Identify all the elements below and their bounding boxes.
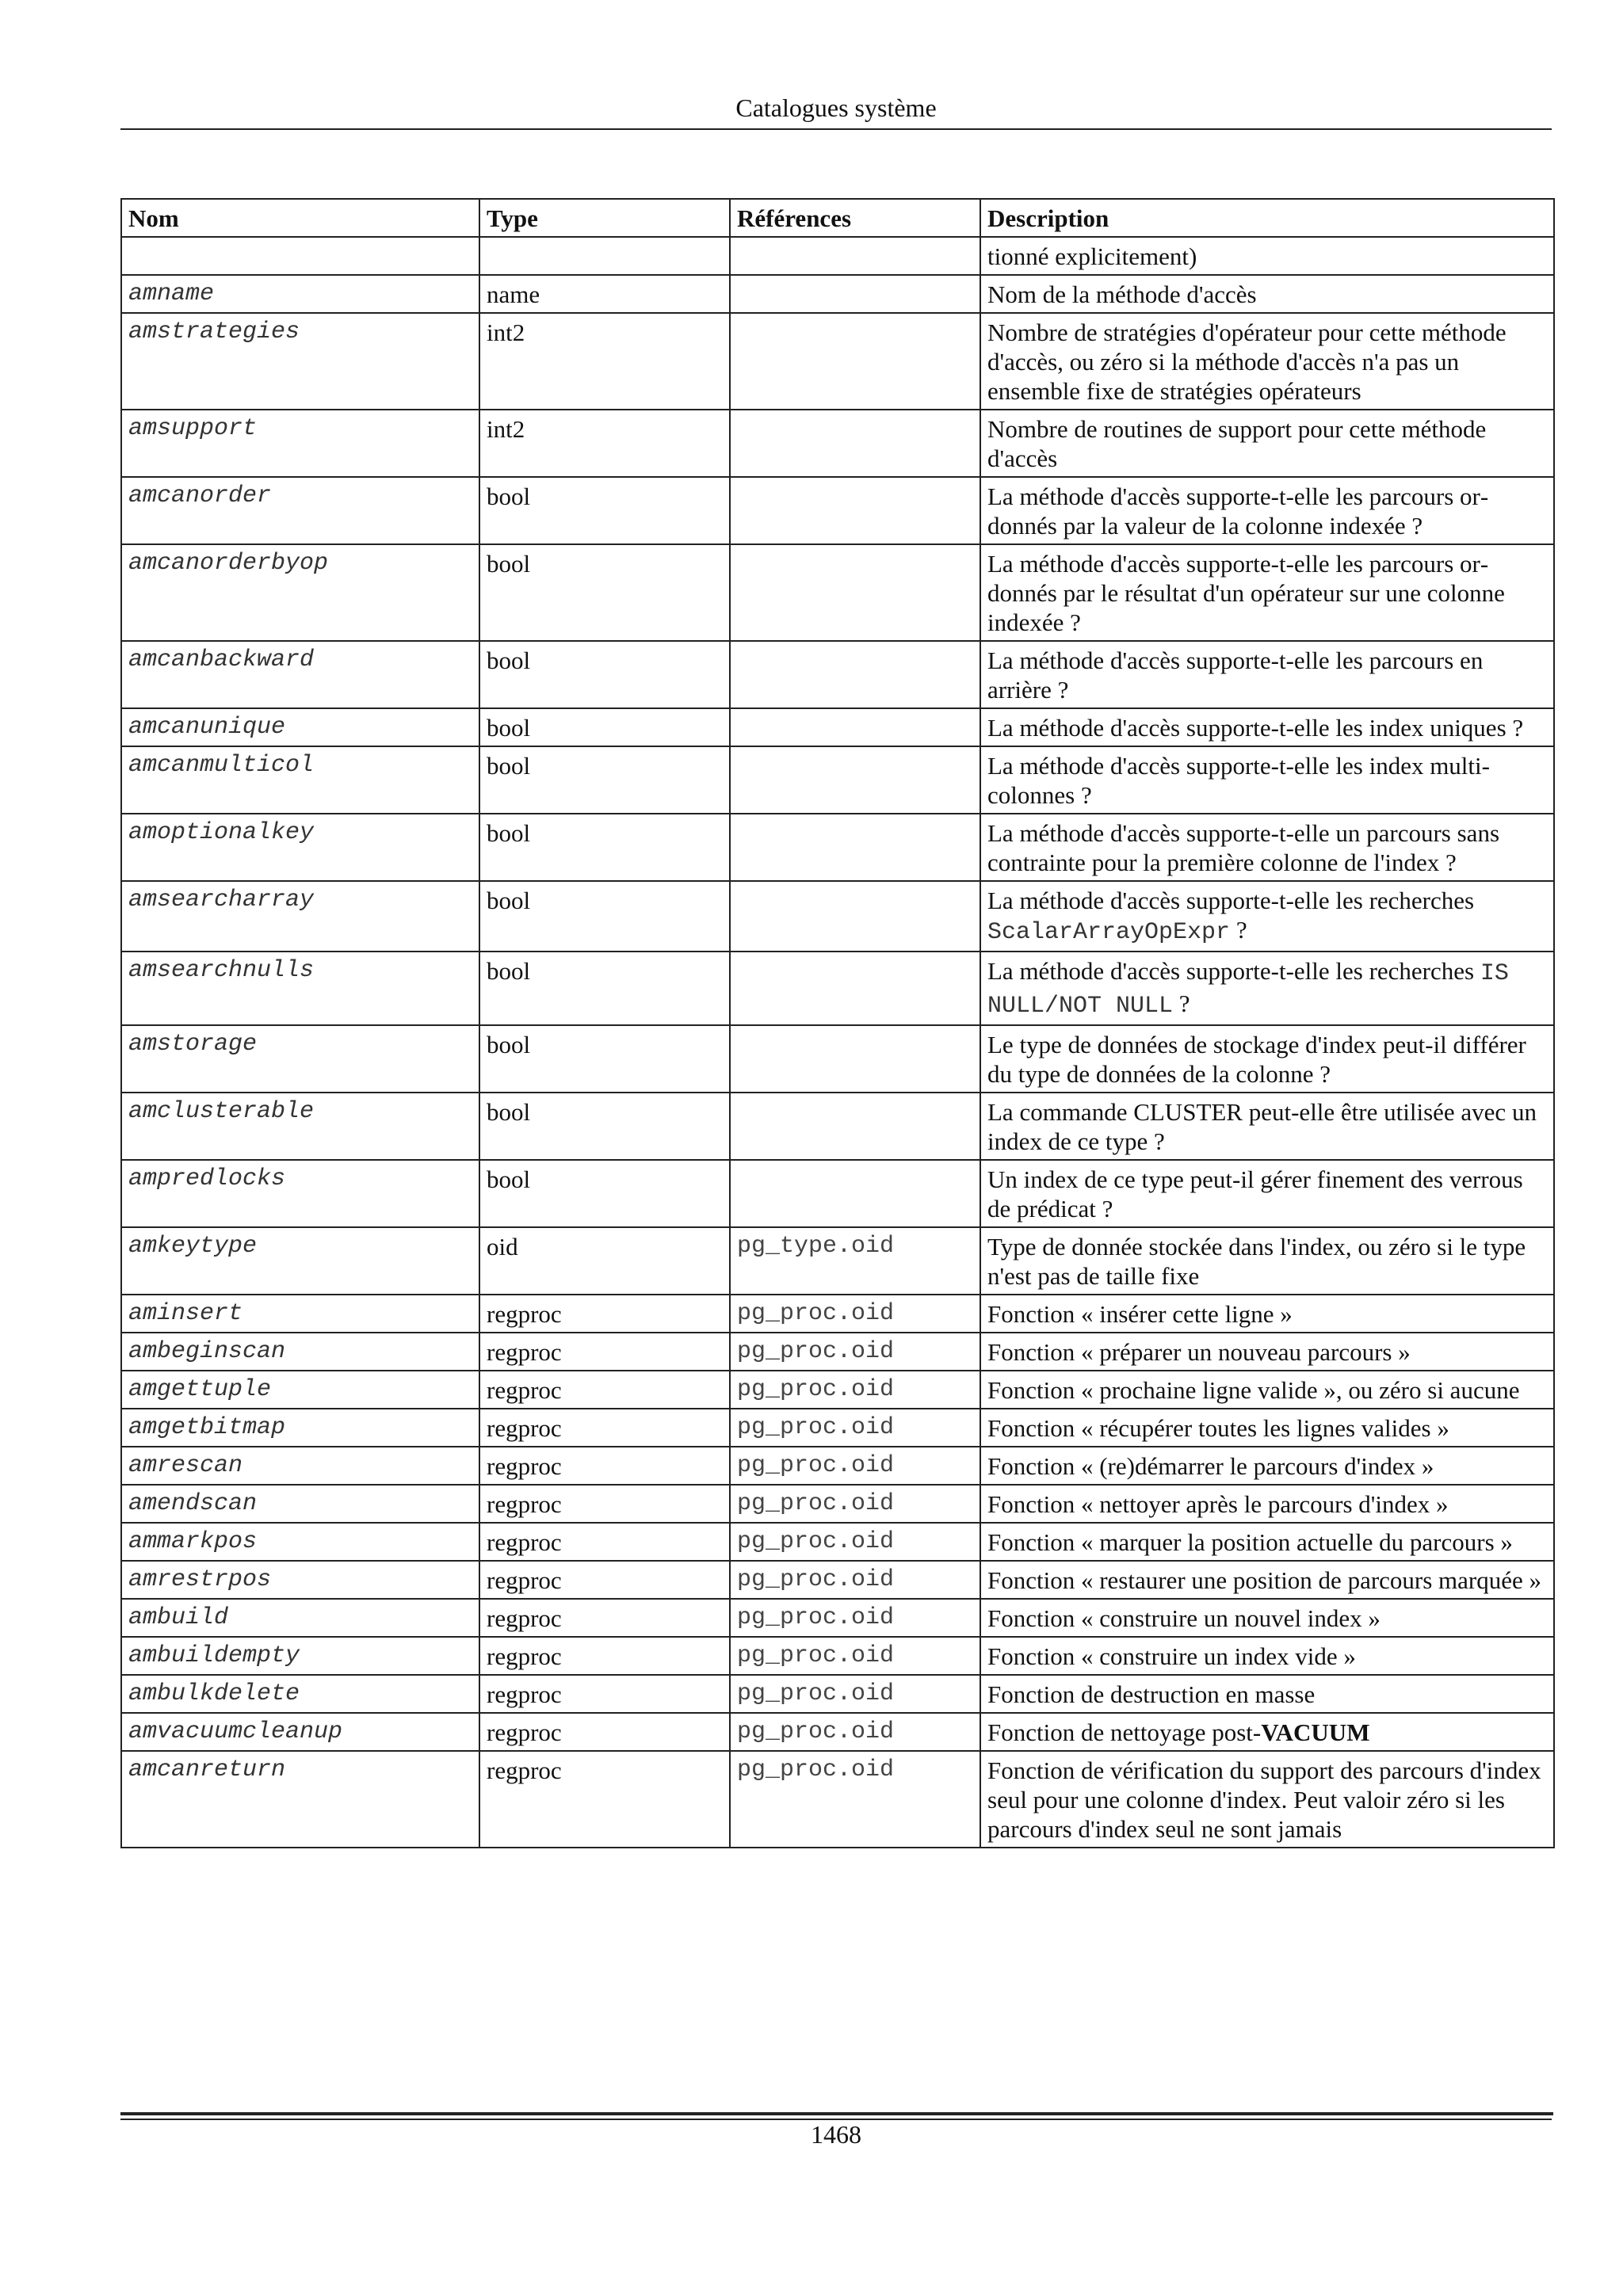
header-rule bbox=[120, 128, 1552, 130]
description-cell bbox=[980, 1637, 1554, 1675]
table-row bbox=[121, 477, 1554, 544]
table-row bbox=[121, 746, 1554, 814]
type-cell: bool bbox=[479, 952, 730, 1025]
table-row bbox=[121, 237, 1554, 275]
table-header-row bbox=[121, 199, 1554, 237]
reference-cell bbox=[730, 708, 980, 746]
type-cell: bool bbox=[479, 1093, 730, 1160]
description-segment: VACUUM bbox=[1261, 1718, 1370, 1746]
type-cell: regproc bbox=[479, 1675, 730, 1713]
description-cell bbox=[980, 275, 1554, 313]
catalog-table bbox=[120, 198, 1555, 1848]
reference-cell: pg_proc.oid bbox=[730, 1675, 980, 1713]
table-row bbox=[121, 1333, 1554, 1371]
description-segment: Fonction « marquer la position actuelle du parcours » bbox=[987, 1528, 1513, 1556]
column-name-cell: amoptionalkey bbox=[121, 814, 479, 881]
description-cell bbox=[980, 1599, 1554, 1637]
description-segment: La méthode d'accès supporte-t-elle les index multicolonnes ? bbox=[987, 752, 1490, 809]
column-name-cell bbox=[121, 237, 479, 275]
type-cell: bool bbox=[479, 641, 730, 708]
column-header-type: Type bbox=[479, 199, 730, 237]
table-row bbox=[121, 1160, 1554, 1227]
description-segment: La méthode d'accès supporte-t-elle les parcours ordonnés par la valeur de la colonne indexée ? bbox=[987, 482, 1489, 540]
description-segment: Un index de ce type peut-il gérer finement des verrous de prédicat ? bbox=[987, 1165, 1523, 1222]
description-cell bbox=[980, 1160, 1554, 1227]
description-cell bbox=[980, 881, 1554, 952]
description-cell bbox=[980, 1409, 1554, 1447]
description-segment: La méthode d'accès supporte-t-elle les parcours ordonnés par le résultat d'un opérateur sur une colonne indexée ? bbox=[987, 550, 1505, 636]
table-row bbox=[121, 1485, 1554, 1523]
column-name-cell: amstrategies bbox=[121, 313, 479, 410]
table-row bbox=[121, 313, 1554, 410]
reference-cell: pg_proc.oid bbox=[730, 1599, 980, 1637]
table-row bbox=[121, 1561, 1554, 1599]
description-cell bbox=[980, 1485, 1554, 1523]
description-segment: ? bbox=[1173, 990, 1190, 1017]
table-row bbox=[121, 708, 1554, 746]
table-body bbox=[121, 237, 1554, 1848]
column-name-cell: amcanreturn bbox=[121, 1751, 479, 1848]
description-cell bbox=[980, 746, 1554, 814]
description-segment: Fonction de destruction en masse bbox=[987, 1680, 1316, 1708]
description-cell bbox=[980, 410, 1554, 477]
description-segment: La méthode d'accès supporte-t-elle les index uniques ? bbox=[987, 714, 1524, 742]
type-cell: int2 bbox=[479, 313, 730, 410]
description-segment: Fonction « (re)démarrer le parcours d'index » bbox=[987, 1452, 1434, 1480]
column-name-cell: amclusterable bbox=[121, 1093, 479, 1160]
reference-cell bbox=[730, 1093, 980, 1160]
reference-cell: pg_proc.oid bbox=[730, 1485, 980, 1523]
type-cell: regproc bbox=[479, 1713, 730, 1751]
description-cell bbox=[980, 1295, 1554, 1333]
column-name-cell: ammarkpos bbox=[121, 1523, 479, 1561]
type-cell: regproc bbox=[479, 1409, 730, 1447]
type-cell: oid bbox=[479, 1227, 730, 1295]
description-segment: ScalarArrayOpExpr bbox=[987, 919, 1231, 946]
description-cell bbox=[980, 1561, 1554, 1599]
description-segment: La méthode d'accès supporte-t-elle les recherches bbox=[987, 957, 1480, 985]
description-cell bbox=[980, 1713, 1554, 1751]
description-cell bbox=[980, 1447, 1554, 1485]
type-cell: regproc bbox=[479, 1561, 730, 1599]
table-row bbox=[121, 1093, 1554, 1160]
reference-cell: pg_proc.oid bbox=[730, 1523, 980, 1561]
column-name-cell: amcanunique bbox=[121, 708, 479, 746]
table-row bbox=[121, 952, 1554, 1025]
table-row bbox=[121, 1637, 1554, 1675]
description-segment: Fonction « construire un index vide » bbox=[987, 1642, 1356, 1670]
type-cell: bool bbox=[479, 814, 730, 881]
reference-cell: pg_proc.oid bbox=[730, 1751, 980, 1848]
type-cell: regproc bbox=[479, 1751, 730, 1848]
reference-cell bbox=[730, 410, 980, 477]
column-name-cell: aminsert bbox=[121, 1295, 479, 1333]
reference-cell bbox=[730, 952, 980, 1025]
column-name-cell: amendscan bbox=[121, 1485, 479, 1523]
type-cell: bool bbox=[479, 746, 730, 814]
reference-cell bbox=[730, 1160, 980, 1227]
description-segment: Fonction « nettoyer après le parcours d'index » bbox=[987, 1490, 1449, 1518]
reference-cell bbox=[730, 313, 980, 410]
table-row bbox=[121, 1227, 1554, 1295]
description-cell bbox=[980, 1675, 1554, 1713]
column-header-nom: Nom bbox=[121, 199, 479, 237]
table-row bbox=[121, 1675, 1554, 1713]
description-segment: Nombre de stratégies d'opérateur pour cette méthode d'accès, ou zéro si la méthode d'accès n'a pas un ensemble fixe de stratégies opérateurs bbox=[987, 318, 1507, 405]
type-cell: regproc bbox=[479, 1523, 730, 1561]
description-segment: Fonction de nettoyage post- bbox=[987, 1718, 1262, 1746]
type-cell: bool bbox=[479, 881, 730, 952]
description-cell bbox=[980, 1523, 1554, 1561]
description-segment: IS NULL/NOT NULL bbox=[987, 960, 1509, 1020]
type-cell: bool bbox=[479, 708, 730, 746]
type-cell: bool bbox=[479, 1025, 730, 1093]
table-row bbox=[121, 410, 1554, 477]
column-name-cell: amcanorderbyop bbox=[121, 544, 479, 641]
type-cell: bool bbox=[479, 477, 730, 544]
column-header-references: Références bbox=[730, 199, 980, 237]
table-row bbox=[121, 275, 1554, 313]
column-name-cell: amsearchnulls bbox=[121, 952, 479, 1025]
description-cell bbox=[980, 1371, 1554, 1409]
description-cell bbox=[980, 1093, 1554, 1160]
type-cell: regproc bbox=[479, 1637, 730, 1675]
description-segment: Fonction « préparer un nouveau parcours » bbox=[987, 1338, 1411, 1366]
type-cell bbox=[479, 237, 730, 275]
description-segment: Fonction « construire un nouvel index » bbox=[987, 1604, 1381, 1632]
table-row bbox=[121, 641, 1554, 708]
type-cell: regproc bbox=[479, 1485, 730, 1523]
column-name-cell: ambulkdelete bbox=[121, 1675, 479, 1713]
type-cell: regproc bbox=[479, 1447, 730, 1485]
description-cell bbox=[980, 952, 1554, 1025]
type-cell: regproc bbox=[479, 1371, 730, 1409]
reference-cell bbox=[730, 814, 980, 881]
type-cell: bool bbox=[479, 1160, 730, 1227]
description-cell bbox=[980, 1227, 1554, 1295]
table-row bbox=[121, 814, 1554, 881]
column-name-cell: ampredlocks bbox=[121, 1160, 479, 1227]
reference-cell: pg_proc.oid bbox=[730, 1713, 980, 1751]
type-cell: regproc bbox=[479, 1599, 730, 1637]
reference-cell bbox=[730, 881, 980, 952]
reference-cell: pg_proc.oid bbox=[730, 1295, 980, 1333]
description-segment: Type de donnée stockée dans l'index, ou zéro si le type n'est pas de taille fixe bbox=[987, 1233, 1526, 1290]
reference-cell: pg_proc.oid bbox=[730, 1561, 980, 1599]
description-cell bbox=[980, 237, 1554, 275]
description-segment: Nom de la méthode d'accès bbox=[987, 280, 1257, 308]
reference-cell: pg_type.oid bbox=[730, 1227, 980, 1295]
reference-cell: pg_proc.oid bbox=[730, 1637, 980, 1675]
reference-cell bbox=[730, 746, 980, 814]
description-segment: La méthode d'accès supporte-t-elle les parcours en arrière ? bbox=[987, 646, 1484, 704]
table-row bbox=[121, 1409, 1554, 1447]
description-cell bbox=[980, 1751, 1554, 1848]
column-header-description: Description bbox=[980, 199, 1554, 237]
description-segment: Fonction « insérer cette ligne » bbox=[987, 1300, 1293, 1328]
table-row bbox=[121, 1371, 1554, 1409]
description-cell bbox=[980, 708, 1554, 746]
description-cell bbox=[980, 477, 1554, 544]
table-row bbox=[121, 544, 1554, 641]
description-segment: Fonction de vérification du support des parcours d'index seul pour une colonne d'index. Peut valoir zéro si les parcours d'index seul ne sont jamais bbox=[987, 1756, 1541, 1843]
description-cell bbox=[980, 1333, 1554, 1371]
description-cell bbox=[980, 814, 1554, 881]
column-name-cell: ambuildempty bbox=[121, 1637, 479, 1675]
column-name-cell: amgettuple bbox=[121, 1371, 479, 1409]
reference-cell bbox=[730, 544, 980, 641]
table-row bbox=[121, 1599, 1554, 1637]
type-cell: regproc bbox=[479, 1295, 730, 1333]
description-segment: ? bbox=[1230, 916, 1247, 944]
type-cell: bool bbox=[479, 544, 730, 641]
table-row bbox=[121, 1713, 1554, 1751]
description-segment: La méthode d'accès supporte-t-elle les recherches bbox=[987, 887, 1475, 914]
running-header: Catalogues système bbox=[735, 93, 937, 122]
column-name-cell: ambuild bbox=[121, 1599, 479, 1637]
type-cell: int2 bbox=[479, 410, 730, 477]
table-row bbox=[121, 1447, 1554, 1485]
column-name-cell: amcanmulticol bbox=[121, 746, 479, 814]
column-name-cell: amcanbackward bbox=[121, 641, 479, 708]
reference-cell: pg_proc.oid bbox=[730, 1371, 980, 1409]
type-cell: name bbox=[479, 275, 730, 313]
description-cell bbox=[980, 641, 1554, 708]
table-row bbox=[121, 1295, 1554, 1333]
column-name-cell: amkeytype bbox=[121, 1227, 479, 1295]
column-name-cell: ambeginscan bbox=[121, 1333, 479, 1371]
description-segment: La méthode d'accès supporte-t-elle un parcours sans contrainte pour la première colonne de l'index ? bbox=[987, 819, 1500, 876]
reference-cell bbox=[730, 237, 980, 275]
column-name-cell: amcanorder bbox=[121, 477, 479, 544]
reference-cell bbox=[730, 275, 980, 313]
description-segment: Nombre de routines de support pour cette méthode d'accès bbox=[987, 415, 1487, 472]
column-name-cell: amgetbitmap bbox=[121, 1409, 479, 1447]
column-name-cell: amname bbox=[121, 275, 479, 313]
description-segment: Fonction « prochaine ligne valide », ou zéro si aucune bbox=[987, 1376, 1520, 1404]
description-cell bbox=[980, 1025, 1554, 1093]
column-name-cell: amstorage bbox=[121, 1025, 479, 1093]
column-name-cell: amvacuumcleanup bbox=[121, 1713, 479, 1751]
reference-cell: pg_proc.oid bbox=[730, 1409, 980, 1447]
reference-cell: pg_proc.oid bbox=[730, 1333, 980, 1371]
description-segment: La commande CLUSTER peut-elle être utilisée avec un index de ce type ? bbox=[987, 1098, 1537, 1155]
column-name-cell: amsupport bbox=[121, 410, 479, 477]
reference-cell: pg_proc.oid bbox=[730, 1447, 980, 1485]
table-bottom-rule bbox=[120, 2112, 1553, 2115]
description-segment: Fonction « restaurer une position de parcours marquée » bbox=[987, 1566, 1542, 1594]
table-row bbox=[121, 1523, 1554, 1561]
description-cell bbox=[980, 544, 1554, 641]
table-row bbox=[121, 1025, 1554, 1093]
table-row bbox=[121, 1751, 1554, 1848]
reference-cell bbox=[730, 641, 980, 708]
type-cell: regproc bbox=[479, 1333, 730, 1371]
description-segment: tionné explicitement) bbox=[987, 242, 1197, 270]
column-name-cell: amrestrpos bbox=[121, 1561, 479, 1599]
reference-cell bbox=[730, 477, 980, 544]
description-segment: Fonction « récupérer toutes les lignes valides » bbox=[987, 1414, 1449, 1442]
page-number: 1468 bbox=[811, 2120, 861, 2149]
column-name-cell: amrescan bbox=[121, 1447, 479, 1485]
table-row bbox=[121, 881, 1554, 952]
description-cell bbox=[980, 313, 1554, 410]
reference-cell bbox=[730, 1025, 980, 1093]
column-name-cell: amsearcharray bbox=[121, 881, 479, 952]
description-segment: Le type de données de stockage d'index peut-il différer du type de données de la colonne ? bbox=[987, 1031, 1526, 1088]
